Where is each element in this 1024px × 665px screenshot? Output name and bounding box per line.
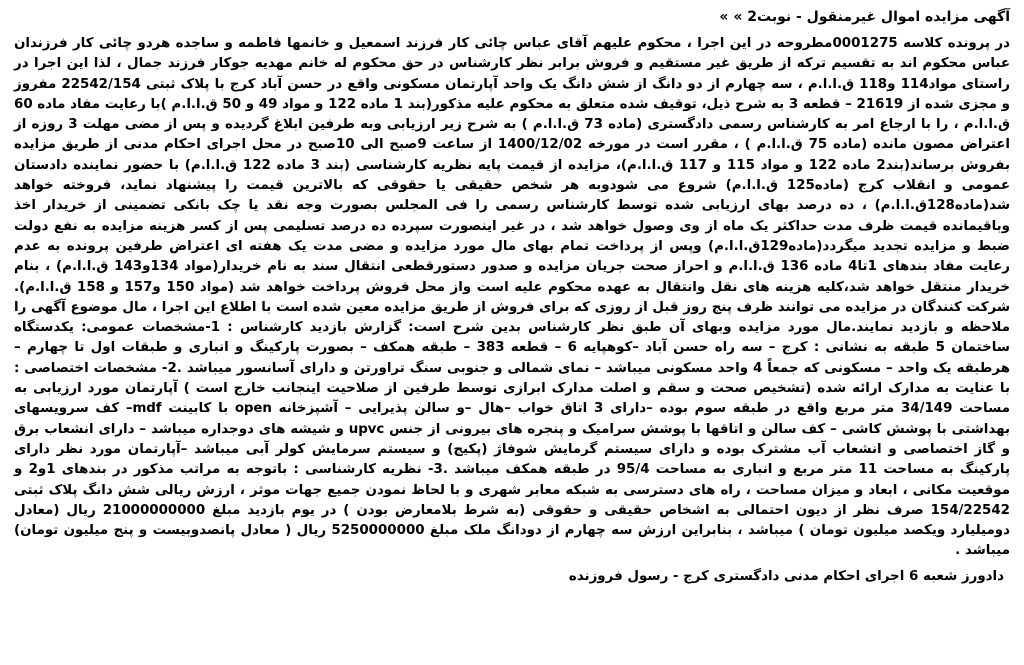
notice-body: در پرونده کلاسه 0001275مطروحه در این اجرا ، محکوم علیهم آقای عباس چائی کار فرزند اسمعیل و خانمها فاطمه و ساجده هردو چائی کار فرزندان عباس محکوم اند به تقسیم ترکه از طریق غیر مستقیم و فروش برابر نظر کارشناس در حق محکوم له خانم مهدیه جوکار فرزند جمال ، لذا این اجرا در راستای مواد114 و118 ق.ا.ا.م ، سه چهارم از دو دانگ از شش دانگ یک واحد آپارتمان مسکونی واقع در حسن آباد کرج با پلاک ثبتی 22542/154 مفروز و مجزی شده از 21619 – قطعه 3 به شرح ذیل، توقیف شده متعلق به محکوم علیه مذکور(بند 1 ماده 122 و مواد 49 و 50 ق.ا.ا.م )با رعایت مفاد ماده 60 ق.ا.ا.م ، را با ارجاع امر به کارشناس رسمی دادگستری (ماده 73 ق.ا.ا.م ) به شرح زیر ارزیابی وبه طرفین ابلاغ گردیده و پس از مضی مهلت 3 روزه از اعتراض مصون مانده (ماده 75 ق.ا.ا.م ) ، مقرر است در مورخه 1400/12/02 از ساعت 9صبح الی 10صبح در محل اجرای احکام مدنی از طریق مزایده بفروش برساند(بند2 ماده 122 و مواد 115 و 117 ق.ا.ا.م)، مزایده از قیمت پایه نظریه کارشناسی (بند 3 ماده 122 ق.ا.ا.م) با حضور نماینده دادستان عمومی و انقلاب کرج (ماده125 ق.ا.ا.م) شروع می شودوبه هر شخص حقیقی یا حقوقی که بالاترین قیمت را پیشنهاد نماید، فروخته خواهد شد(ماده128ق.ا.ا.م) ، ده درصد بهای ارزیابی شده توسط کارشناس رسمی را فی المجلس بصورت وجه نقد یا چک بانکی تضمینی از خریدار اخذ وباقیمانده قیمت ظرف مدت حداکثر یک ماه از وی وصول خواهد شد ، در غیر اینصورت سپرده ده درصد تسلیمی پس از کسر هزینه مزایده به نفع دولت ضبط و مزایده تجدید میگردد(ماده129ق.ا.ا.م) وپس از پرداخت تمام بهای مال مورد مزایده و مضی مدت یک هفته ای اعتراض طرفین پرونده به عدم رعایت مفاد بندهای 1تا4 ماده 136 ق.ا.ا.م و احراز صحت جریان مزایده و صدور دستورقطعی انتقال سند به نام خریدار(مواد 134و143 ق.ا.ا.م) ، بنام خریدار منتقل خواهد شد،کلیه هزینه های نقل وانتقال به عهده محکوم علیه است واز محل فروش پرداخت خواهد شد (مواد 150 و157 و 158 ق.ا.ا.م). شرکت کنندگان در مزایده می توانند ظرف پنج روز قبل از روزی که برای فروش از طریق مزایده معین شده است با اطلاع این اجرا ، مال موضوع آگهی را ملاحظه و بازدید نمایند.مال مورد مزایده وبهای آن طبق نظر کارشناس بدین شرح است: گزارش بازدید کارشناس : 1-مشخصات عمومی: یکدستگاه ساختمان 5 طبقه به نشانی : کرج – سه راه حسن آباد –کوهپایه 6 – قطعه 383 – طبقه همکف – بصورت پارکینگ و انباری و طبقات اول تا چهارم –هرطبقه یک واحد – مسکونی که جمعاً 4 واحد مسکونی میباشد – نمای شمالی و جنوبی سنگ تراورتن و دارای آسانسور میباشد .2- مشخصات اختصاصی : با عنایت به مدارک ارائه شده (تشخیص صحت و سقم و اصلت مدارک ابرازی توسط طرفین از صلاحیت اینجانب خارج است ) آپارتمان مورد ارزیابی به مساحت 34/149 متر مربع واقع در طبقه سوم بوده –دارای 3 اتاق خواب –هال –و سالن پذیرایی – آشپزخانه open با کابینت mdf– کف سرویسهای بهداشتی با پوشش کاشی – کف سالن و اتاقها با پوشش سرامیک و پنجره های بیرونی از جنس upvc و شیشه های دوجداره میباشد – دارای انشعاب برق و گاز اختصاصی و انشعاب آب مشترک بوده و دارای سیستم گرمایش شوفاژ (پکیج) و سیستم سرمایش کولر آبی میباشد –آپارتمان مورد نظر دارای پارکینگ به مساحت 11 متر مربع و انباری به مساحت 95/4 در طبقه همکف میباشد .3- نظریه کارشناسی : باتوجه به مراتب مذکور در بندهای 1و2 و موقعیت مکانی ، ابعاد و میزان مساحت ، راه های دسترسی به شبکه معابر شهری و با لحاظ نمودن جمیع جهات موثر ، ارزش ریالی شش دانگ پلاک ثبتی 154/22542 صرف نظر از دیون احتمالی به اشخاص حقیقی و حقوقی (به شرط بلامعارض بودن ) در یوم بازدید مبلغ 21000000000 ریال (معادل دومیلیارد ویکصد میلیون تومان ) میباشد ، بنابراین ارزش سه چهارم از دودانگ ملک مبلغ 5250000000 ریال ( معادل پانصدوبیست و پنج میلیون تومان) میباشد .	[14, 36, 1011, 559]
auction-notice	[14, 6, 1010, 658]
notice-title: آگهی مزایده اموال غیرمنقول - نوبت2 » »	[719, 9, 1010, 25]
notice-signature: دادورز شعبه 6 اجرای احکام مدنی دادگستری کرج - رسول فروزنده	[568, 568, 1004, 584]
